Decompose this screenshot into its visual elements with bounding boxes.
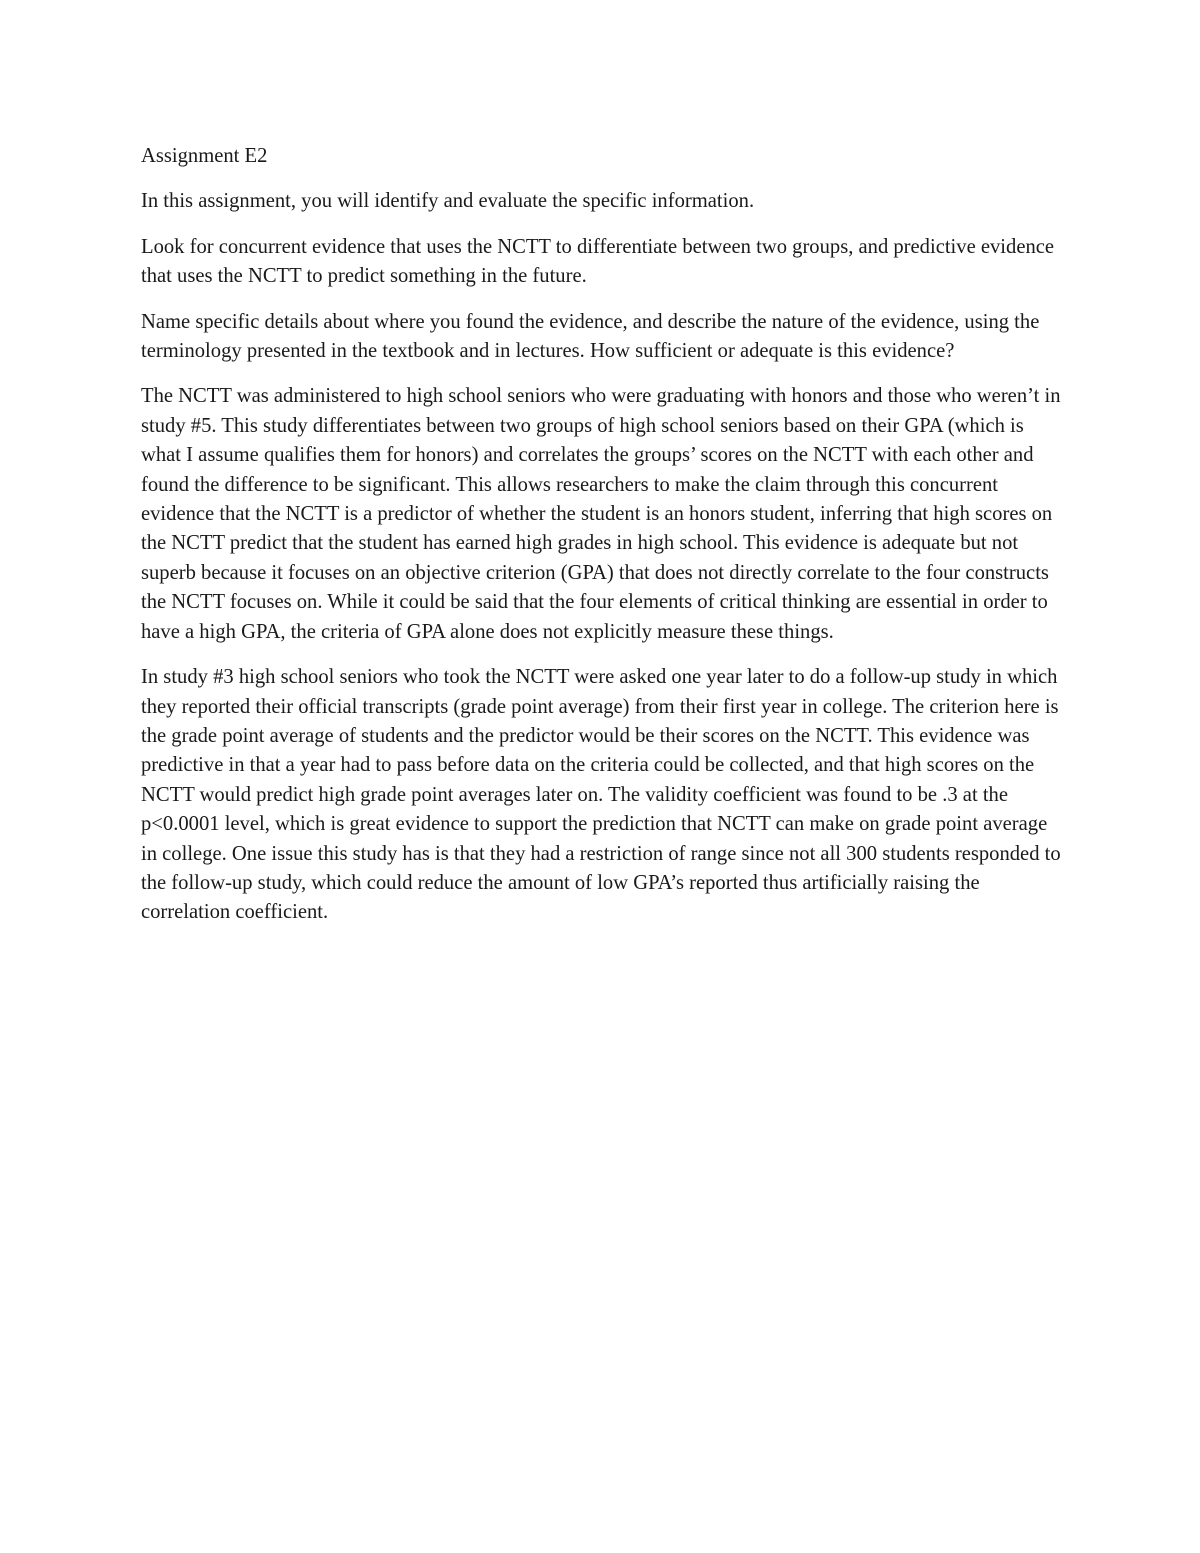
paragraph-predictive-evidence: In study #3 high school seniors who took the NCTT were asked one year later to do a follow-up study in which they reported their official transcripts (grade point average) from their first year in college. The criterion here is the grade point average of students and the predictor would be their scores on the NCTT. This evidence was predictive in that a year had to pass before data on the criteria could be collected, and that high scores on the NCTT would predict high grade point averages later on. The validity coefficient was found to be .3 at the p<0.0001 level, which is great evidence to support the prediction that NCTT can make on grade point average in college. One issue this study has is that they had a restriction of range since not all 300 students responded to the follow-up study, which could reduce the amount of low GPA’s reported thus artificially raising the correlation coefficient. — [141, 666, 1061, 924]
document-body — [141, 142, 1066, 944]
paragraph-instructions-evidence-types: Look for concurrent evidence that uses the NCTT to differentiate between two groups, and predictive evidence that uses the NCTT to predict something in the future. — [141, 235, 1055, 288]
paragraph-instructions-intro: In this assignment, you will identify and evaluate the specific information. — [141, 190, 755, 213]
paragraph-concurrent-evidence: The NCTT was administered to high school seniors who were graduating with honors and those who weren’t in study #5. This study differentiates between two groups of high school seniors based on their GPA (which is what I assume qualifies them for honors) and correlates the groups’ scores on the NCTT with each other and found the difference to be significant. This allows researchers to make the claim through this concurrent evidence that the NCTT is a predictor of whether the student is an honors student, inferring that high scores on the NCTT predict that the student has earned high grades in high school. This evidence is adequate but not superb because it focuses on an objective criterion (GPA) that does not directly correlate to the four constructs the NCTT focuses on. While it could be said that the four elements of critical thinking are essential in order to have a high GPA, the criteria of GPA alone does not explicitly measure these things. — [141, 385, 1061, 643]
paragraph-instructions-details: Name specific details about where you found the evidence, and describe the nature of the evidence, using the terminology presented in the textbook and in lectures. How sufficient or adequate is this evidence? — [141, 310, 1040, 363]
document-title: Assignment E2 — [141, 145, 268, 167]
